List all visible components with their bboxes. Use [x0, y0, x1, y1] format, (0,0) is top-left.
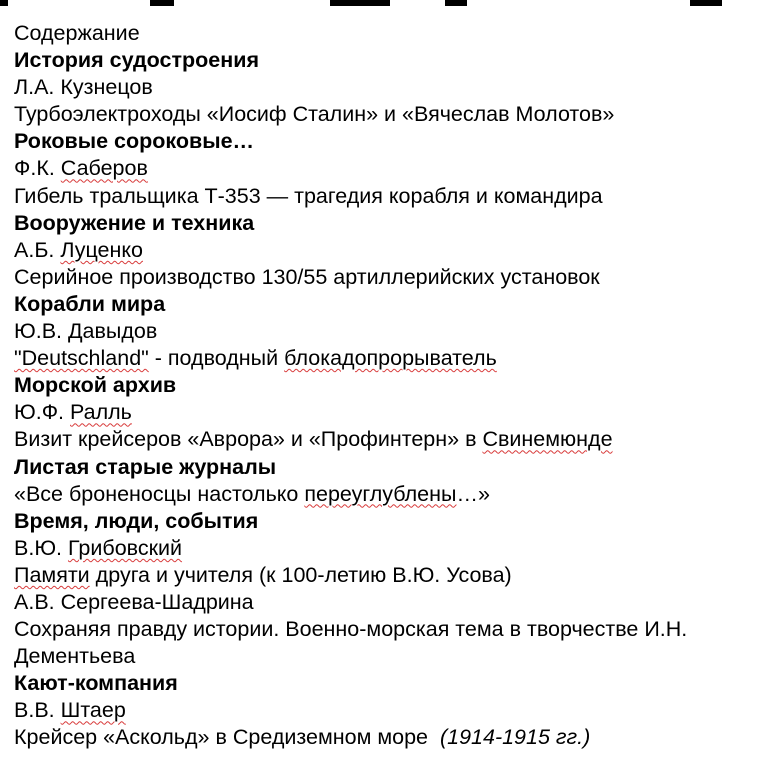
section-heading: Время, люди, события [14, 508, 259, 533]
spellcheck-word: "Deutschland" [14, 346, 149, 371]
spellcheck-word: переуглублены [304, 481, 457, 506]
author: Ю.Ф. Ралль [14, 400, 132, 425]
article-title: Памяти друга и учителя (к 100-летию В.Ю. Усова) [14, 562, 512, 587]
article-title: Сохраняя правду истории. Военно-морская тема в творчестве И.Н. Дементьева [14, 617, 688, 669]
author: А.В. Сергеева-Шадрина [14, 589, 254, 614]
author: А.Б. Луценко [14, 237, 143, 262]
spellcheck-word: Памяти [14, 562, 90, 587]
spellcheck-word: Ралль [70, 400, 132, 425]
spellcheck-word: Луценко [60, 237, 143, 262]
author: Ю.В. Давыдов [14, 319, 158, 344]
section-heading: Морской архив [14, 373, 177, 398]
article-title: Гибель тральщика Т-353 — трагедия корабля и командира [14, 183, 603, 208]
section-heading: Роковые сороковые… [14, 129, 255, 154]
spellcheck-word: Грибовский [67, 535, 183, 560]
article-title: Турбоэлектроходы «Иосиф Сталин» и «Вячеслав Молотов» [14, 102, 615, 127]
section-heading: История судостроения [14, 48, 259, 73]
article-title: «Все броненосцы настолько переуглублены…» [14, 481, 490, 506]
section-heading: Вооружение и техника [14, 210, 255, 235]
article-title: Визит крейсеров «Аврора» и «Профинтерн» в Свинемюнде [14, 427, 613, 452]
spellcheck-word: блокадопрорыватель [284, 346, 497, 371]
author: Ф.К. Саберов [14, 156, 148, 181]
author: В.В. Штаер [14, 698, 126, 723]
article-title: Крейсер «Аскольд» в Средиземном море (1914-1915 гг.) [14, 725, 591, 750]
spellcheck-word: Саберов [60, 156, 148, 181]
spellcheck-word: Свинемюнде [482, 427, 613, 452]
spellcheck-word: Штаер [60, 698, 126, 723]
contents-title: Содержание [14, 21, 140, 45]
contents-list [14, 20, 759, 752]
section-heading: Кают-компания [14, 671, 178, 696]
article-title: Серийное производство 130/55 артиллерийских установок [14, 264, 600, 289]
section-heading: Листая старые журналы [14, 454, 277, 479]
article-years: (1914-1915 гг.) [439, 725, 591, 750]
author: В.Ю. Грибовский [14, 535, 183, 560]
article-title: "Deutschland" - подводный блокадопрорыватель [14, 346, 497, 371]
author: Л.А. Кузнецов [14, 75, 153, 100]
section-heading: Корабли мира [14, 291, 166, 316]
cropped-top-text [0, 0, 763, 6]
